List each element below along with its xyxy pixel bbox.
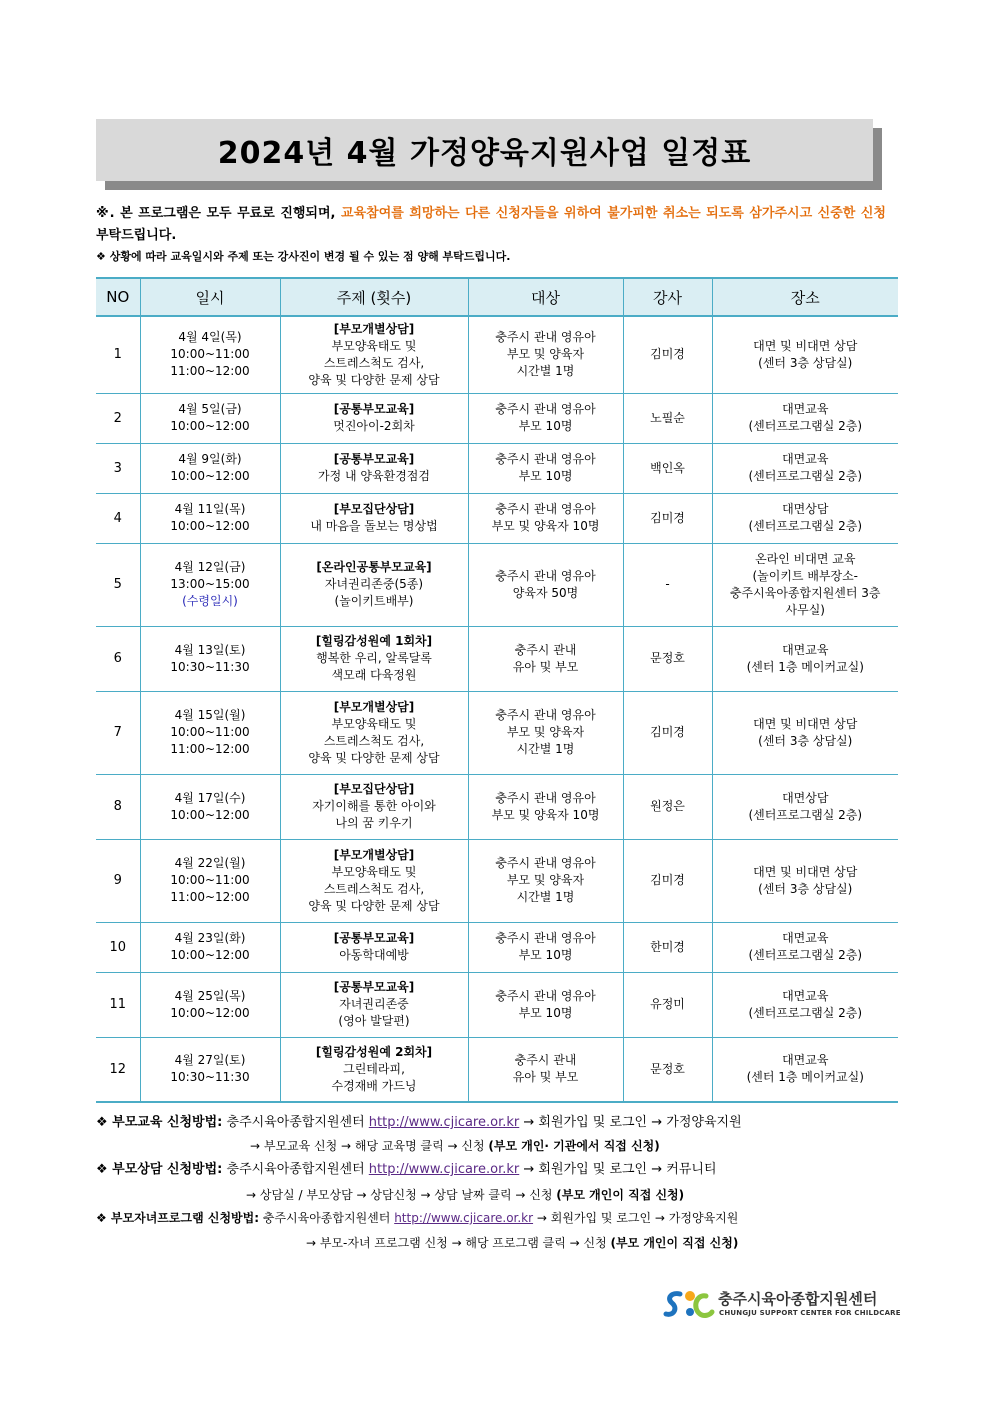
- cell-date: [140, 493, 280, 543]
- place-line: 대면 및 비대면 상담: [753, 864, 858, 879]
- place-line: (놀이키트 배부장소-: [752, 568, 859, 583]
- place-line: (센터프로그램실 2층): [748, 1005, 863, 1020]
- logo-mark-icon: [662, 1288, 716, 1322]
- date-text: 4월 4일(목): [178, 330, 242, 345]
- method-label: ❖ 부모상담 신청방법:: [96, 1162, 223, 1177]
- time-text: 11:00~12:00: [170, 364, 250, 379]
- place-line: 대면교육: [782, 452, 829, 466]
- place-line: 대면 및 비대면 상담: [753, 716, 858, 731]
- method-parent-child-program-cont: [306, 1234, 738, 1252]
- method-cont: → 상담실 / 부모상담 → 상담신청 → 상담 날짜 클릭 → 신청: [246, 1188, 557, 1202]
- cell-lecturer: 김미경: [623, 316, 712, 393]
- cell-target: [468, 443, 623, 493]
- cell-no: 8: [96, 774, 140, 839]
- target-line: 유아 및 부모: [512, 1070, 579, 1085]
- cell-place: [712, 626, 898, 691]
- cell-date: [140, 774, 280, 839]
- topic-title: [부모개별상담]: [333, 321, 415, 336]
- date-text: 4월 5일(금): [178, 402, 242, 416]
- cell-topic: [280, 443, 468, 493]
- place-line: (센터프로그램실 2층): [748, 807, 863, 822]
- cell-no: 7: [96, 691, 140, 774]
- method-url-link[interactable]: http://www.cjicare.or.kr: [368, 1115, 520, 1130]
- target-line: 충주시 관내 영유아: [495, 502, 596, 516]
- cell-lecturer: 노필순: [623, 393, 712, 443]
- table-row: [96, 393, 898, 443]
- topic-line: 부모양육태도 및: [331, 338, 417, 353]
- cell-lecturer: 문정호: [623, 626, 712, 691]
- cell-no: 12: [96, 1037, 140, 1102]
- target-line: 충주시 관내 영유아: [495, 708, 596, 722]
- topic-title: [부모개별상담]: [333, 699, 415, 714]
- place-line: 대면교육: [782, 402, 829, 416]
- target-line: 충주시 관내 영유아: [495, 568, 596, 583]
- place-line: (센터 1층 메이커교실): [746, 1070, 864, 1085]
- cell-target: [468, 774, 623, 839]
- cell-lecturer: 김미경: [623, 691, 712, 774]
- time-text: 10:00~12:00: [170, 807, 250, 822]
- place-line: 대면교육: [782, 642, 829, 657]
- topic-line: 수경재배 가드닝: [331, 1078, 417, 1093]
- topic-line: 가정 내 양육환경점검: [318, 469, 430, 483]
- place-line: 대면교육: [782, 988, 829, 1003]
- cell-target: [468, 626, 623, 691]
- header-topic: 주제 (횟수): [280, 278, 468, 316]
- cell-date: [140, 972, 280, 1037]
- time-text: 10:00~11:00: [170, 873, 250, 887]
- time-text: 10:30~11:30: [170, 1070, 250, 1085]
- method-label: ❖ 부모교육 신청방법:: [96, 1115, 223, 1130]
- target-line: 부모 10명: [518, 948, 573, 962]
- cell-lecturer: 백인옥: [623, 443, 712, 493]
- cell-place: [712, 316, 898, 393]
- place-line: (센터 3층 상담실): [758, 355, 853, 370]
- topic-line: 나의 꿈 키우기: [335, 816, 413, 830]
- cell-no: 6: [96, 626, 140, 691]
- date-text: 4월 15일(월): [174, 708, 246, 722]
- cell-lecturer: 유정미: [623, 972, 712, 1037]
- target-line: 충주시 관내 영유아: [495, 452, 596, 466]
- time-text: 11:00~12:00: [170, 890, 250, 904]
- logo-name: 충주시육아종합지원센터: [718, 1290, 878, 1308]
- cell-target: [468, 922, 623, 972]
- topic-line: 양육 및 다양한 문제 상담: [308, 750, 440, 765]
- table-row: [96, 543, 898, 626]
- cell-no: 10: [96, 922, 140, 972]
- title-banner: [96, 119, 882, 190]
- cell-place: [712, 493, 898, 543]
- cell-date: [140, 443, 280, 493]
- method-parent-counseling-cont: [246, 1186, 684, 1204]
- cell-topic: [280, 393, 468, 443]
- place-line: (센터프로그램실 2층): [748, 519, 863, 533]
- target-line: 충주시 관내 영유아: [495, 790, 596, 805]
- header-place: 장소: [712, 278, 898, 316]
- place-line: 대면상담: [782, 790, 829, 805]
- date-text: 4월 12일(금): [174, 560, 246, 574]
- target-line: 충주시 관내 영유아: [495, 402, 596, 416]
- method-parent-child-program: [96, 1209, 738, 1227]
- cell-no: 1: [96, 316, 140, 393]
- date-text: 4월 11일(목): [174, 502, 246, 516]
- topic-title: [공통부모교육]: [333, 452, 415, 466]
- method-label: ❖ 부모자녀프로그램 신청방법:: [96, 1211, 260, 1225]
- topic-line: 색모래 다육정원: [331, 668, 417, 682]
- place-line: 대면교육: [782, 1053, 829, 1068]
- method-parent-education-cont: [250, 1137, 660, 1155]
- topic-line: (영아 발달편): [338, 1014, 410, 1028]
- topic-title: [공통부모교육]: [333, 402, 415, 416]
- topic-line: 부모양육태도 및: [331, 716, 417, 731]
- cell-date: [140, 922, 280, 972]
- topic-line: 스트레스척도 검사,: [323, 881, 425, 896]
- table-row: [96, 626, 898, 691]
- cell-place: [712, 691, 898, 774]
- cell-target: [468, 1037, 623, 1102]
- topic-line: 양육 및 다양한 문제 상담: [308, 372, 440, 387]
- place-line: (센터프로그램실 2층): [748, 948, 863, 962]
- place-line: 대면상담: [782, 502, 829, 516]
- topic-line: 스트레스척도 검사,: [323, 355, 425, 370]
- topic-line: 자녀권리존중(5종): [324, 577, 424, 591]
- method-post: → 회원가입 및 로그인 → 가정양육지원: [533, 1211, 739, 1225]
- cell-place: [712, 972, 898, 1037]
- place-line: 사무실): [785, 602, 825, 617]
- table-row: [96, 443, 898, 493]
- topic-title: [부모집단상담]: [333, 782, 415, 796]
- target-line: 충주시 관내 영유아: [495, 856, 596, 870]
- table-row: [96, 774, 898, 839]
- cell-target: [468, 393, 623, 443]
- cell-date: [140, 691, 280, 774]
- target-line: 부모 및 양육자 10명: [491, 807, 600, 822]
- table-row: [96, 493, 898, 543]
- topic-line: 자기이해를 통한 아이와: [312, 799, 436, 813]
- topic-line: 양육 및 다양한 문제 상담: [308, 898, 440, 913]
- topic-title: [공통부모교육]: [333, 980, 415, 994]
- target-line: 시간별 1명: [516, 364, 575, 379]
- cell-place: [712, 774, 898, 839]
- schedule-table: [96, 277, 898, 1103]
- cell-date: [140, 1037, 280, 1102]
- place-line: (센터 3층 상담실): [758, 733, 853, 748]
- cell-target: [468, 691, 623, 774]
- center-logo: [662, 1288, 902, 1322]
- time-text: 10:00~12:00: [170, 519, 250, 533]
- method-parent-counseling: [96, 1161, 717, 1179]
- place-line: (센터 3층 상담실): [758, 881, 853, 896]
- cell-no: 11: [96, 972, 140, 1037]
- cell-topic: [280, 1037, 468, 1102]
- header-date: 일시: [140, 278, 280, 316]
- cell-lecturer: 김미경: [623, 493, 712, 543]
- method-cont-bold: (부모 개인이 직접 신청): [556, 1188, 685, 1202]
- time-text: 11:00~12:00: [170, 742, 250, 756]
- method-pre: 충주시육아종합지원센터: [222, 1115, 369, 1130]
- target-line: 부모 및 양육자: [506, 725, 585, 739]
- place-line: 온라인 비대면 교육: [755, 551, 856, 566]
- method-url-link[interactable]: http://www.cjicare.or.kr: [394, 1211, 534, 1225]
- topic-title: [힐링감성원예 1회차]: [315, 634, 433, 648]
- cell-topic: [280, 493, 468, 543]
- method-parent-education: [96, 1114, 742, 1132]
- cell-topic: [280, 774, 468, 839]
- target-line: 부모 10명: [518, 1005, 573, 1020]
- target-line: 유아 및 부모: [512, 659, 579, 674]
- target-line: 부모 및 양육자 10명: [491, 519, 600, 533]
- date-text: 4월 9일(화): [178, 452, 242, 466]
- topic-line: 스트레스척도 검사,: [323, 733, 425, 748]
- cell-date: [140, 626, 280, 691]
- target-line: 시간별 1명: [516, 890, 575, 904]
- topic-title: [부모집단상담]: [333, 502, 415, 516]
- cell-topic: [280, 691, 468, 774]
- target-line: 충주시 관내: [514, 642, 577, 657]
- method-pre: 충주시육아종합지원센터: [222, 1162, 369, 1177]
- topic-line: 자녀권리존중: [339, 997, 409, 1011]
- method-pre: 충주시육아종합지원센터: [259, 1211, 395, 1225]
- cell-date: [140, 839, 280, 922]
- notice-text: [96, 203, 886, 247]
- logo-english: CHUNGJU SUPPORT CENTER FOR CHILDCARE: [719, 1309, 901, 1317]
- method-url-link[interactable]: http://www.cjicare.or.kr: [368, 1162, 520, 1177]
- topic-line: 부모양육태도 및: [331, 864, 417, 879]
- topic-title: [힐링감성원예 2회차]: [315, 1044, 433, 1059]
- cell-topic: [280, 972, 468, 1037]
- cell-target: [468, 839, 623, 922]
- date-text: 4월 25일(목): [174, 988, 246, 1003]
- target-line: 양육자 50명: [512, 585, 579, 600]
- topic-line: 아동학대예방: [339, 948, 409, 962]
- target-line: 충주시 관내 영유아: [495, 330, 596, 345]
- place-line: (센터프로그램실 2층): [748, 419, 863, 433]
- cell-place: [712, 393, 898, 443]
- cell-lecturer: 원정은: [623, 774, 712, 839]
- cell-topic: [280, 839, 468, 922]
- cell-no: 4: [96, 493, 140, 543]
- cell-lecturer: 문정호: [623, 1037, 712, 1102]
- place-line: 충주시육아종합지원센터 3층: [729, 585, 881, 600]
- target-line: 부모 및 양육자: [506, 347, 585, 362]
- cell-no: 2: [96, 393, 140, 443]
- date-note: (수령일시): [182, 594, 238, 608]
- cell-place: [712, 543, 898, 626]
- cell-place: [712, 839, 898, 922]
- table-row: [96, 972, 898, 1037]
- time-text: 10:00~11:00: [170, 347, 250, 362]
- cell-place: [712, 922, 898, 972]
- cell-target: [468, 543, 623, 626]
- header-target: 대상: [468, 278, 623, 316]
- target-line: 충주시 관내 영유아: [495, 988, 596, 1003]
- table-row: [96, 922, 898, 972]
- topic-line: (놀이키트배부): [334, 594, 414, 608]
- cell-topic: [280, 922, 468, 972]
- topic-title: [부모개별상담]: [333, 847, 415, 862]
- notice-part1: ※. 본 프로그램은 모두 무료로 진행되며,: [96, 206, 342, 221]
- target-line: 충주시 관내 영유아: [495, 931, 596, 945]
- topic-title: [공통부모교육]: [333, 931, 415, 945]
- cell-date: [140, 543, 280, 626]
- date-text: 4월 23일(화): [174, 931, 246, 945]
- time-text: 10:30~11:30: [170, 659, 250, 674]
- target-line: 시간별 1명: [516, 742, 575, 756]
- method-cont: → 부모-자녀 프로그램 신청 → 해당 프로그램 클릭 → 신청: [306, 1236, 611, 1250]
- table-row: [96, 1037, 898, 1102]
- topic-title: [온라인공통부모교육]: [316, 560, 432, 574]
- place-line: (센터프로그램실 2층): [748, 469, 863, 483]
- time-text: 10:00~12:00: [170, 419, 250, 433]
- date-text: 4월 27일(토): [174, 1053, 246, 1068]
- cell-topic: [280, 626, 468, 691]
- cell-date: [140, 316, 280, 393]
- topic-line: 내 마음을 돌보는 명상법: [310, 519, 438, 533]
- cell-topic: [280, 316, 468, 393]
- notice-orange: 교육참여를 희망하는 다른 신청자들을 위하여 불가피한 취소는 되도록 삼가주시고 신중한 신청: [341, 206, 886, 221]
- target-line: 부모 10명: [518, 469, 573, 483]
- method-cont: → 부모교육 신청 → 해당 교육명 클릭 → 신청: [250, 1139, 489, 1153]
- schedule-body: [96, 316, 898, 1102]
- cell-target: [468, 316, 623, 393]
- notice-part2: 부탁드립니다.: [96, 228, 177, 243]
- cell-topic: [280, 543, 468, 626]
- method-post: → 회원가입 및 로그인 → 커뮤니티: [519, 1162, 717, 1177]
- place-line: 대면 및 비대면 상담: [753, 338, 858, 353]
- cell-target: [468, 972, 623, 1037]
- cell-lecturer: 김미경: [623, 839, 712, 922]
- date-text: 4월 17일(수): [174, 790, 246, 805]
- topic-line: 그린테라피,: [343, 1061, 405, 1076]
- cell-place: [712, 1037, 898, 1102]
- date-text: 4월 13일(토): [174, 642, 246, 657]
- target-line: 충주시 관내: [514, 1053, 577, 1068]
- page-title: 2024년 4월 가정양육지원사업 일정표: [96, 119, 873, 181]
- table-row: [96, 316, 898, 393]
- date-text: 4월 22일(월): [174, 856, 246, 870]
- time-text: 10:00~12:00: [170, 469, 250, 483]
- header-lecturer: 강사: [623, 278, 712, 316]
- header-no: NO: [96, 278, 140, 316]
- target-line: 부모 10명: [518, 419, 573, 433]
- change-notice: ❖ 상황에 따라 교육일시와 주제 또는 강사진이 변경 될 수 있는 점 양해 부탁드립니다.: [96, 250, 511, 263]
- place-line: 대면교육: [782, 931, 829, 945]
- table-row: [96, 839, 898, 922]
- table-row: [96, 691, 898, 774]
- cell-place: [712, 443, 898, 493]
- table-header-row: [96, 278, 898, 316]
- method-cont-bold: (부모 개인· 기관에서 직접 신청): [488, 1139, 660, 1153]
- cell-date: [140, 393, 280, 443]
- cell-lecturer: 한미경: [623, 922, 712, 972]
- time-text: 10:00~11:00: [170, 725, 250, 739]
- method-cont-bold: (부모 개인이 직접 신청): [610, 1236, 739, 1250]
- cell-lecturer: -: [623, 543, 712, 626]
- cell-no: 9: [96, 839, 140, 922]
- time-text: 10:00~12:00: [170, 1005, 250, 1020]
- time-text: 10:00~12:00: [170, 948, 250, 962]
- place-line: (센터 1층 메이커교실): [746, 659, 864, 674]
- cell-no: 3: [96, 443, 140, 493]
- method-post: → 회원가입 및 로그인 → 가정양육지원: [519, 1115, 742, 1130]
- time-text: 13:00~15:00: [170, 577, 250, 591]
- topic-line: 멋진아이-2회차: [333, 419, 415, 433]
- target-line: 부모 및 양육자: [506, 873, 585, 887]
- cell-no: 5: [96, 543, 140, 626]
- topic-line: 행복한 우리, 알록달록: [316, 651, 432, 665]
- cell-target: [468, 493, 623, 543]
